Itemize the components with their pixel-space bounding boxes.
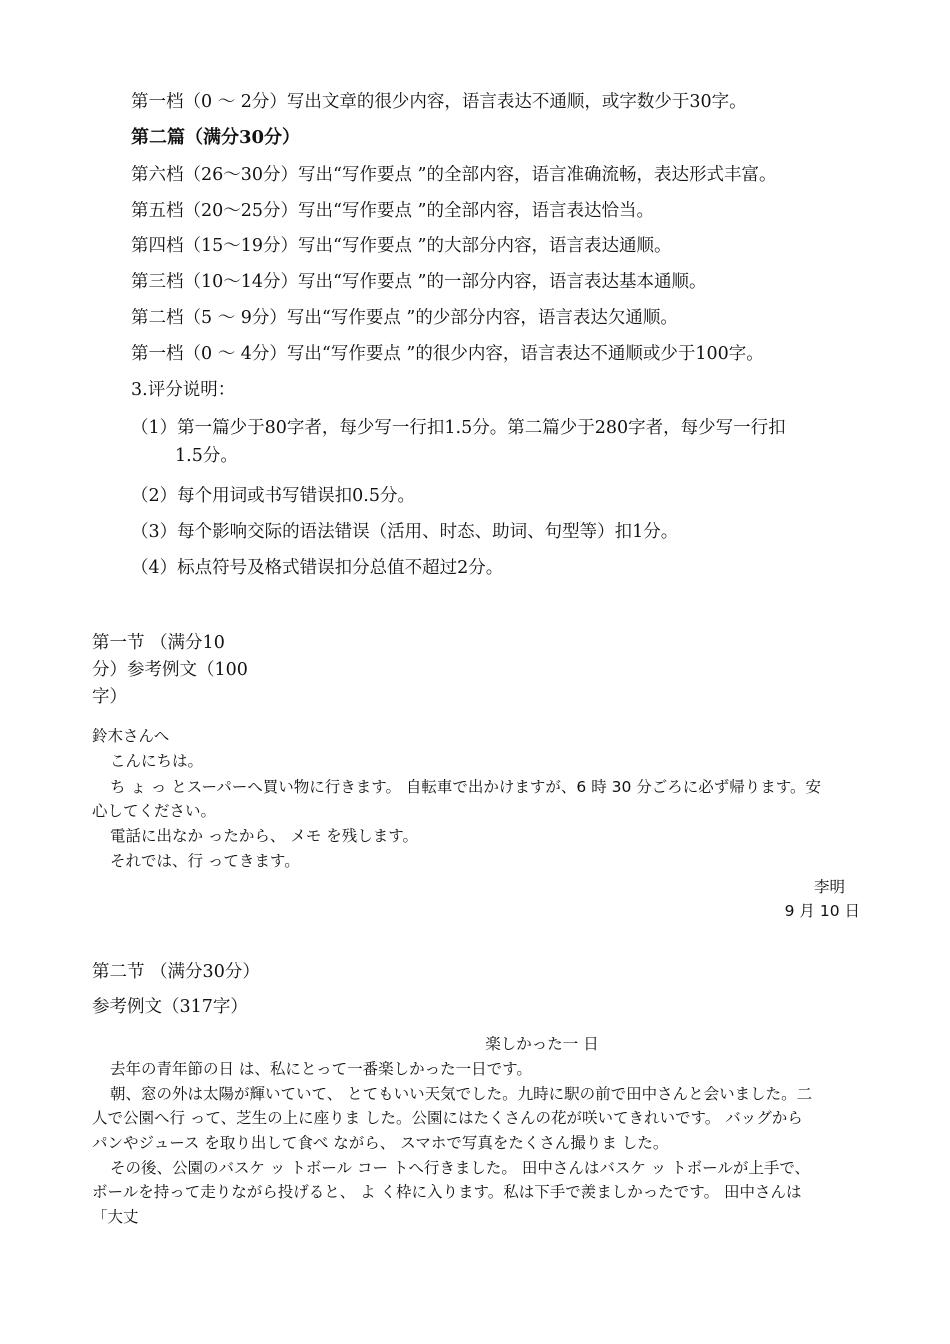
letter-line: こんにちは。 xyxy=(110,752,204,770)
scoring-note: （3）每个影响交际的语法错误（活用、时态、助词、句型等）扣1分。 xyxy=(131,522,679,542)
essay-line: パンやジュース を取り出して食べ ながら、 スマホで写真をたくさん撮りま した。 xyxy=(92,1134,669,1152)
essay-line: 「大丈 xyxy=(92,1208,139,1226)
essay-line: 去年の青年節の日 は、私にとって一番楽しかった一日です。 xyxy=(110,1060,532,1078)
part2-heading: 第二篇（满分30分） xyxy=(131,127,301,148)
criteria-line: 第六档（26～30分）写出“写作要点 ”的全部内容，语言准确流畅，表达形式丰富。 xyxy=(131,165,777,185)
scoring-note: （2）每个用词或书写错误扣0.5分。 xyxy=(131,486,415,506)
letter-line: 心してください。 xyxy=(92,802,217,820)
letter-greeting: 鈴木さんへ xyxy=(92,727,170,745)
criteria-line: 第三档（10～14分）写出“写作要点 ”的一部分内容，语言表达基本通顺。 xyxy=(131,272,707,292)
section2-heading: 第二节 （满分30分） xyxy=(92,962,260,982)
letter-line: それでは、行 ってきます。 xyxy=(110,852,300,870)
criteria-line: 第二档（5 ～ 9分）写出“写作要点 ”的少部分内容，语言表达欠通顺。 xyxy=(131,308,678,328)
section1-heading: 第一节 （满分10 xyxy=(92,633,225,653)
section1-heading: 字） xyxy=(92,687,127,707)
essay-title: 楽しかった一 日 xyxy=(485,1035,599,1053)
criteria-line: 第四档（15～19分）写出“写作要点 ”的大部分内容，语言表达通顺。 xyxy=(131,236,672,256)
essay-line: 人で公園へ行 って、芝生の上に座りま した。公園にはたくさんの花が咲いてきれいです。 バッグから xyxy=(92,1109,803,1127)
criteria-line: 第五档（20～25分）写出“写作要点 ”的全部内容，语言表达恰当。 xyxy=(131,201,654,221)
scoring-note-continued: 1.5分。 xyxy=(175,446,238,466)
scoring-note: （4）标点符号及格式错误扣分总值不超过2分。 xyxy=(131,558,504,578)
criteria-line: 第一档（0 ～ 4分）写出“写作要点 ”的很少内容，语言表达不通顺或少于100字。 xyxy=(131,344,764,364)
essay-line: ボールを持って走りながら投げると、 よ く枠に入ります。私は下手で羨ましかったです。 田中さんは xyxy=(92,1183,802,1201)
scoring-note: （1）第一篇少于80字者，每少写一行扣1.5分。第二篇少于280字者，每少写一行扣 xyxy=(131,418,786,438)
section2-subheading: 参考例文（317字） xyxy=(92,997,248,1017)
letter-line: 電話に出なか ったから、 メモ を残します。 xyxy=(110,827,419,845)
scoring-heading: 3.评分说明： xyxy=(131,380,236,400)
criteria-line: 第一档（0 ～ 2分）写出文章的很少内容，语言表达不通顺，或字数少于30字。 xyxy=(131,92,747,112)
letter-date: 9 月 10 日 xyxy=(784,902,860,920)
essay-line: その後、公園のバスケ ッ トボール コー トへ行きました。 田中さんはバスケ ッ トボールが上手で、 xyxy=(110,1159,811,1177)
letter-line: ち ょ っ とスーパーへ買い物に行きます。 自転車で出かけますが、6 時 30 分ごろに必ず帰ります。安 xyxy=(110,778,822,796)
section1-heading: 分）参考例文（100 xyxy=(92,660,248,680)
essay-line: 朝、窓の外は太陽が輝いていて、 とてもいい天気でした。九時に駅の前で田中さんと会いました。二 xyxy=(110,1085,813,1103)
letter-signature: 李明 xyxy=(813,878,845,896)
